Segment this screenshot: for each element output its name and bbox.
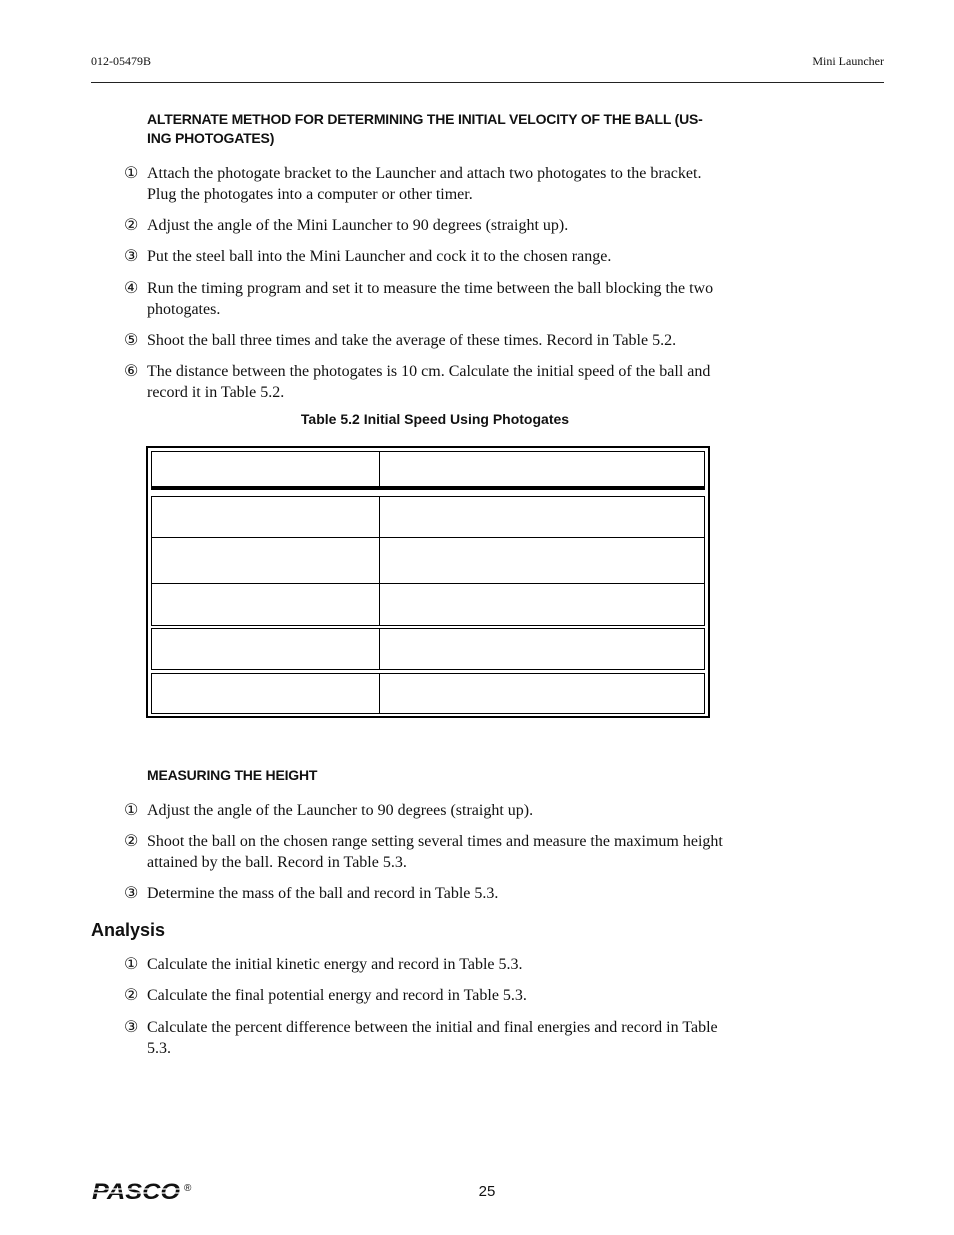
- table-header-cell: [379, 451, 705, 490]
- step-text-line1: Put the steel ball into the Mini Launcher and cock it to the chosen range.: [147, 248, 612, 265]
- step-text-line1: Adjust the angle of the Launcher to 90 degrees (straight up).: [147, 802, 534, 819]
- step-number: ③: [124, 1019, 139, 1036]
- table-cell: [151, 583, 380, 626]
- table-cell: [379, 537, 705, 584]
- step-text-line1: Shoot the ball on the chosen range setting several times and measure the maximum height: [147, 833, 723, 850]
- height-step-2: [124, 831, 784, 873]
- pasco-logo-text: PASCO: [92, 1181, 180, 1203]
- step-text-line1: Run the timing program and set it to measure the time between the ball blocking the two: [147, 280, 714, 297]
- analysis-step-1: [124, 954, 784, 975]
- registered-mark: ®: [184, 1183, 192, 1194]
- step-text-line1: Calculate the percent difference between the initial and final energies and record in Table: [147, 1019, 718, 1036]
- photogates-section-title: [147, 110, 703, 148]
- step-text-line1: Attach the photogate bracket to the Launcher and attach two photogates to the bracket.: [147, 165, 702, 182]
- initial-speed-table: [146, 446, 710, 718]
- step-number: ④: [124, 280, 139, 297]
- table-cell: [379, 496, 705, 538]
- photogates-step-2: [124, 215, 784, 236]
- step-text-line1: Calculate the initial kinetic energy and record in Table 5.3.: [147, 956, 523, 973]
- step-text-line1: Adjust the angle of the Mini Launcher to 90 degrees (straight up).: [147, 217, 569, 234]
- table-cell: [379, 673, 705, 714]
- table-cell: [151, 628, 380, 670]
- photogates-step-5: [124, 330, 784, 351]
- step-number: ①: [124, 802, 139, 819]
- header-divider: [91, 82, 884, 83]
- photogates-title-line2: ING PHOTOGATES): [147, 130, 275, 146]
- table-cell: [379, 583, 705, 626]
- product-name: Mini Launcher: [812, 54, 884, 68]
- step-text-line1: Shoot the ball three times and take the average of these times. Record in Table 5.2.: [147, 332, 677, 349]
- document-number: 012-05479B: [91, 54, 151, 68]
- height-step-1: [124, 800, 784, 821]
- step-text-line2: attained by the ball. Record in Table 5.3.: [147, 854, 407, 871]
- table-cell: [379, 628, 705, 670]
- page-number: 25: [478, 1183, 496, 1200]
- step-text-line2: Plug the photogates into a computer or other timer.: [147, 186, 473, 203]
- table-cell: [151, 537, 380, 584]
- step-number: ③: [124, 248, 139, 265]
- table-header-cell: [151, 451, 380, 490]
- height-section-title: MEASURING THE HEIGHT: [147, 767, 318, 783]
- photogates-step-3: [124, 246, 784, 267]
- photogates-title-line1: ALTERNATE METHOD FOR DETERMINING THE INITIAL VELOCITY OF THE BALL (US-: [147, 111, 703, 127]
- step-number: ⑥: [124, 363, 139, 380]
- step-text-line1: The distance between the photogates is 10 cm. Calculate the initial speed of the ball and: [147, 363, 711, 380]
- step-text-line2: photogates.: [147, 301, 221, 318]
- photogates-step-4: [124, 278, 784, 320]
- height-step-3: [124, 883, 784, 904]
- step-number: ①: [124, 956, 139, 973]
- step-text-line1: Determine the mass of the ball and record in Table 5.3.: [147, 885, 499, 902]
- step-number: ①: [124, 165, 139, 182]
- analysis-heading: Analysis: [91, 920, 166, 940]
- step-number: ②: [124, 987, 139, 1004]
- step-text-line1: Calculate the final potential energy and record in Table 5.3.: [147, 987, 527, 1004]
- step-text-line2: 5.3.: [147, 1040, 171, 1057]
- photogates-step-1: [124, 163, 784, 205]
- analysis-step-2: [124, 985, 784, 1006]
- table-cell: [151, 673, 380, 714]
- photogates-step-6: [124, 361, 784, 403]
- step-number: ③: [124, 885, 139, 902]
- step-number: ②: [124, 833, 139, 850]
- analysis-step-3: [124, 1017, 784, 1059]
- table-caption: Table 5.2 Initial Speed Using Photogates: [300, 411, 570, 427]
- table-cell: [151, 496, 380, 538]
- step-number: ②: [124, 217, 139, 234]
- step-text-line2: record it in Table 5.2.: [147, 384, 285, 401]
- step-number: ⑤: [124, 332, 139, 349]
